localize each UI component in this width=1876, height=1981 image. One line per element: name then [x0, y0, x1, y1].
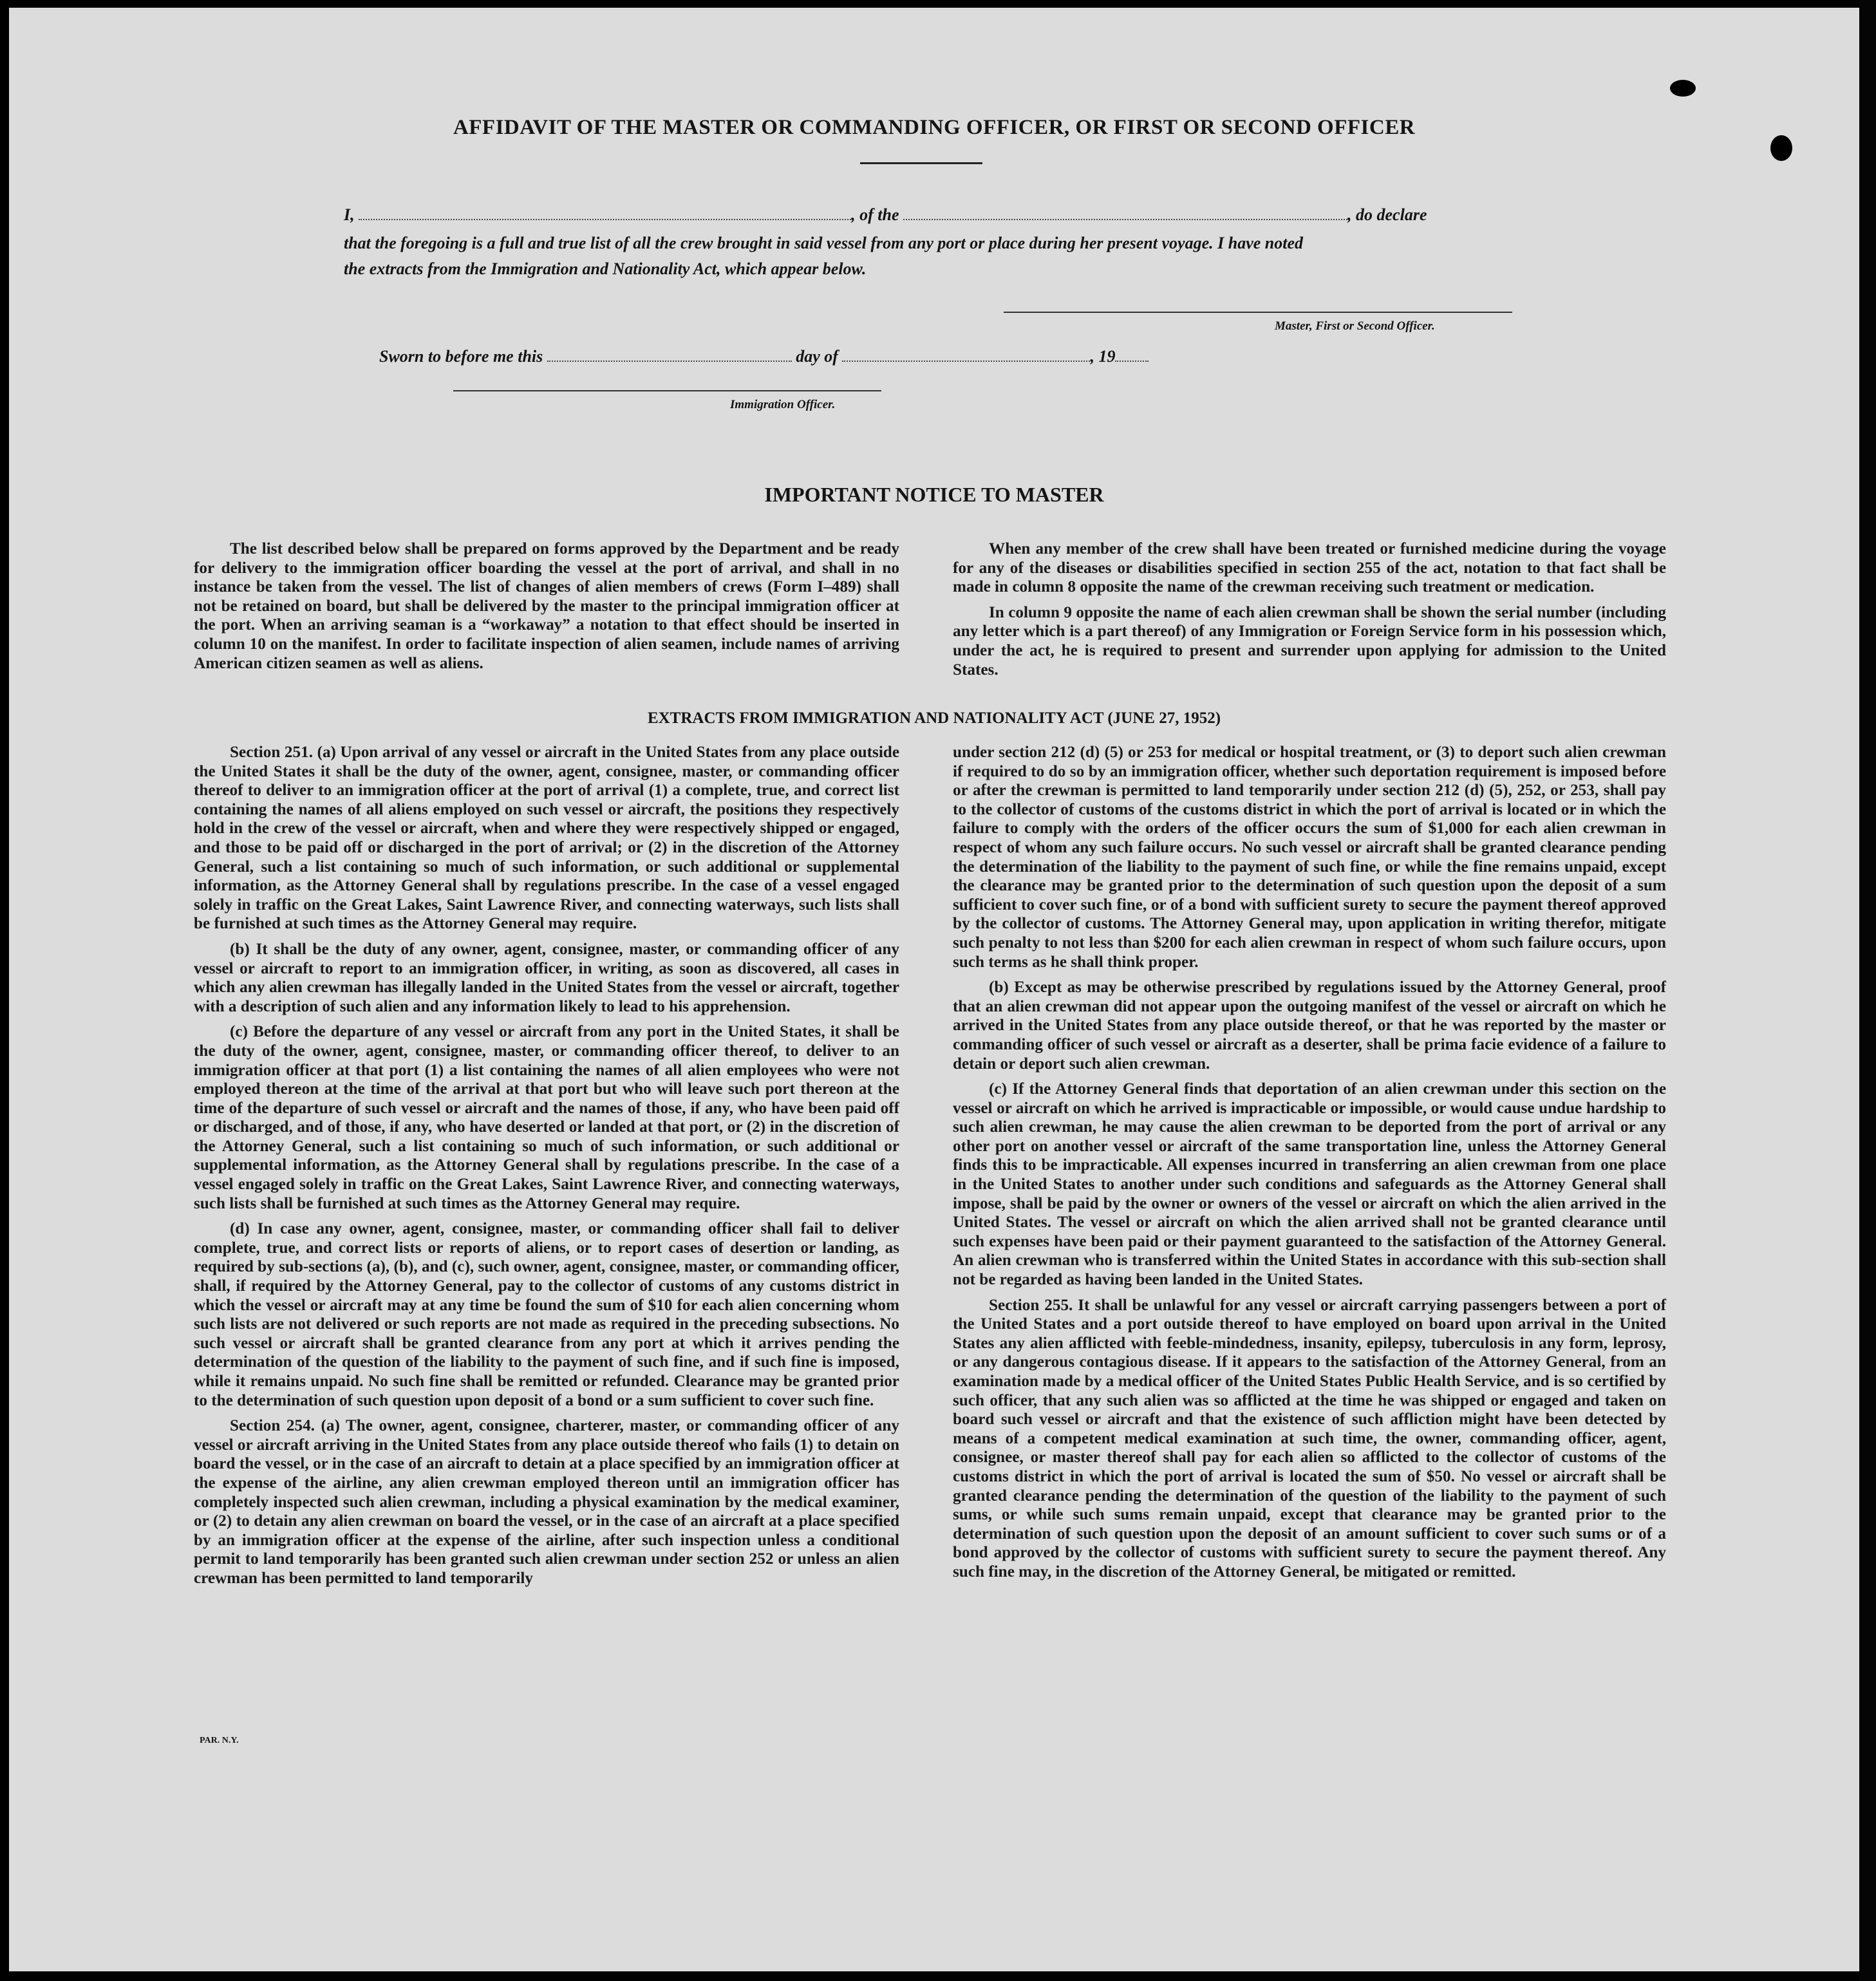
sworn-day-field[interactable]: [547, 346, 792, 362]
extracts-right-column: [953, 743, 1666, 1588]
section-paragraph: (d) In case any owner, agent, consignee, master, or commanding officer shall fail to deliver complete, true, and correct lists or reports of aliens, or to report cases of desertion or landing, as required by sub-sections (a), (b), and (c), such owner, agent, consignee, master, or commanding officer, shall, if required by the Attorney General, pay to the collector of customs of any customs district in which the vessel or aircraft may at any time be found the sum of $10 for each alien concerning whom such lists are not delivered or such reports are not made as required in the preceding subsections. No such vessel or aircraft shall be granted clearance from any port at which it arrives pending the determination of the question of the liability to the payment of such fine, and if such fine is imposed, while it remains unpaid. No such fine shall be remitted or refunded. Clearance may be granted prior to the determination of such question upon deposit of a bond or a sum sufficient to cover such fine.: [194, 1220, 899, 1409]
name-field[interactable]: [359, 205, 851, 220]
ink-blot: [1670, 80, 1696, 97]
printer-mark: PAR. N.Y.: [200, 1736, 239, 1745]
section-paragraph: (c) Before the departure of any vessel or aircraft from any port in the United States, it shall be the duty of the owner, agent, consignee, master, or commanding officer thereof, to deliver to an immigration officer at that port (1) a list containing the names of all alien employees who were not employed thereon at the time of the arrival at that port but who will leave such port thereon at the time of the departure of such vessel or aircraft and the names of those, if any, who have been paid off or discharged, and of those, if any, who have deserted or landed at that port, or (2) in the discretion of the Attorney General, such a list containing so much of such information, or such additional or supplemental information, as the Attorney General shall by regulations prescribe. In the case of a vessel engaged solely in traffic on the Great Lakes, Saint Lawrence River, and connecting waterways, such lists shall be furnished at such times as the Attorney General may require.: [194, 1023, 899, 1212]
master-signature-line[interactable]: [1004, 312, 1512, 313]
scan-border: [1859, 0, 1876, 1981]
notice-right-column: [953, 540, 1666, 686]
notice-left-column: [194, 540, 899, 679]
officer-signature-caption: Immigration Officer.: [730, 398, 836, 411]
section-paragraph: Section 251. (a) Upon arrival of any vessel or aircraft in the United States from any place outside the United States it shall be the duty of the owner, agent, consignee, master, or commanding officer thereof to deliver to an immigration officer at the port of arrival (1) a complete, true, and correct list containing the names of all aliens employed on such vessel or aircraft, the positions they respectively hold in the crew of the vessel or aircraft, when and where they were respectively shipped or engaged, and those to be paid off or discharged in the port of arrival; or (2) in the discretion of the Attorney General, such a list containing so much of such information, or such additional or supplemental information, as the Attorney General shall by regulations prescribe. In the case of a vessel engaged solely in traffic on the Great Lakes, Saint Lawrence River, and connecting waterways, such lists shall be furnished at such times as the Attorney General may require.: [194, 744, 899, 933]
section-paragraph: (b) Except as may be otherwise prescribed by regulations issued by the Attorney General, proof that an alien crewman did not appear upon the outgoing manifest of the vessel or aircraft on which he arrived in the United States from any place outside thereof, or that he was reported by the master or commanding officer of such vessel or aircraft as a deserter, shall be prima facie evidence of a failure to detain or deport such alien crewman.: [953, 979, 1666, 1073]
section-paragraph: (c) If the Attorney General finds that deportation of an alien crewman under this section on the vessel or aircraft on which he arrived is impracticable or impossible, or would cause undue hardship to such alien crewman, he may cause the alien crewman to be deported from the port of arrival or any other port on another vessel or aircraft of the same transportation line, unless the Attorney General finds this to be impracticable. All expenses incurred in transferring an alien crewman from one place in the United States to another under such conditions and safeguards as the Attorney General shall impose, shall be paid by the owner or owners of the vessel or aircraft on which the alien arrived in the United States. The vessel or aircraft on which the alien arrived shall not be granted clearance until such expenses have been paid or their payment guaranteed to the satisfaction of the Attorney General. An alien crewman who is transferred within the United States in accordance with this sub-section shall not be regarded as having been landed in the United States.: [953, 1080, 1666, 1289]
year-label: , 19: [1090, 347, 1116, 366]
of-the-label: , of the: [851, 205, 899, 224]
section-paragraph: Section 254. (a) The owner, agent, consignee, charterer, master, or commanding officer of any vessel or aircraft arriving in the United States from any place outside thereof who fails (1) to detain on board the vessel, or in the case of an aircraft to detain at a place specified by an immigration officer at the expense of the airline, any alien crewman employed thereon until an immigration officer has completely inspected such alien crewman, including a physical examination by the medical examiner, or (2) to detain any alien crewman on board the vessel, or in the case of an aircraft at a place specified by an immigration officer at the expense of the airline, after such inspection unless a conditional permit to land temporarily has been granted such alien crewman under section 252 or unless an alien crewman has been permitted to land temporarily: [194, 1417, 899, 1587]
declaration-line-2: that the foregoing is a full and true list of all the crew brought in said vessel from any port or place during her present voyage. I have noted: [344, 234, 1304, 252]
i-label: I,: [344, 205, 355, 224]
notice-paragraph: When any member of the crew shall have been treated or furnished medicine during the voyage for any of the diseases or disabilities specified in section 255 of the act, notation to that fact shall be made in column 8 opposite the name of the crewman receiving such treatment or medication.: [953, 540, 1666, 596]
section-paragraph: Section 255. It shall be unlawful for any vessel or aircraft carrying passengers between a port of the United States and a port outside thereof to have employed on board upon arrival in the United States any alien afflicted with feeble-mindedness, insanity, epilepsy, tuberculosis in any form, leprosy, or any dangerous contagious disease. If it appears to the satisfaction of the Attorney General, from an examination made by a medical officer of the United States Public Health Service, and is so certified by such officer, that any such alien was so afflicted at the time he was shipped or engaged and taken on board such vessel or aircraft and that the existence of such affliction might have been detected by means of a competent medical examination at such time, the owner, commanding officer, agent, consignee, or master thereof shall pay for each alien so afflicted to the collector of customs of the customs district in which the port of arrival is located the sum of $50. No vessel or aircraft shall be granted clearance pending the determination of the question of the liability to the payment of such sums, or while such sums remain unpaid, except that clearance may be granted prior to the determination of such question upon the deposit of an amount sufficient to cover such sums or of a bond approved by the collector of customs with sufficient surety to secure the payment thereof. Any such fine may, in the discretion of the Attorney General, be mitigated or remitted.: [953, 1296, 1666, 1581]
section-paragraph: (b) It shall be the duty of any owner, agent, consignee, master, or commanding officer of any vessel or aircraft to report to an immigration officer, in writing, as soon as discovered, all cases in which any alien crewman has illegally landed in the United States from the vessel or aircraft, together with a description of such alien and any information likely to lead to his apprehension.: [194, 940, 899, 1015]
officer-signature-line[interactable]: [453, 390, 881, 391]
declaration-line-3: the extracts from the Immigration and Nationality Act, which appear below.: [344, 259, 867, 278]
section-paragraph: under section 212 (d) (5) or 253 for medical or hospital treatment, or (3) to deport such alien crewman if required to do so by an immigration officer, whether such deportation requirement is imposed before or after the crewman is permitted to land temporarily under section 212 (d) (5), 252, or 253, shall pay to the collector of customs of the customs district in which the port of arrival is located or in which the failure to comply with the orders of the officer occurs the sum of $1,000 for each alien crewman in respect of whom any such failure occurs. No such vessel or aircraft shall be granted clearance pending the determination of the liability to the payment of such fine, or while the fine remains unpaid, except the clearance may be granted prior to the determination of such question upon the deposit of a sum sufficient to cover such fine, or of a bond with sufficient surety to secure the payment thereof approved by the collector of customs. The Attorney General may, upon application in writing therefor, mitigate such penalty to not less than $200 for each alien crewman in respect of whom such failure occurs, upon such terms as he shall think proper.: [953, 744, 1666, 971]
notice-paragraph: In column 9 opposite the name of each alien crewman shall be shown the serial number (including any letter which is a part thereof) of any Immigration or Foreign Service form in his possession which, under the act, he is required to present and surrender upon applying for admission to the United States.: [953, 603, 1666, 679]
do-declare-label: , do declare: [1347, 205, 1427, 224]
document-page: [9, 8, 1859, 1971]
sworn-year-field[interactable]: [1115, 346, 1149, 362]
notice-paragraph: The list described below shall be prepared on forms approved by the Department and be ready for delivery to the immigration officer boarding the vessel at the port of arrival, and shall in no instance be taken from the vessel. The list of changes of alien members of crews (Form I–489) shall not be retained on board, but shall be delivered by the master to the principal immigration officer at the port. When an arriving seaman is a “workaway” a notation to that effect should be inserted in column 10 on the manifest. In order to facilitate inspection of alien seamen, include names of arriving American citizen seamen as well as aliens.: [194, 540, 899, 672]
master-signature-caption: Master, First or Second Officer.: [1275, 319, 1435, 333]
notice-title: IMPORTANT NOTICE TO MASTER: [764, 483, 1104, 506]
vessel-field[interactable]: [903, 205, 1347, 220]
sworn-month-field[interactable]: [842, 346, 1090, 362]
title-underline: [860, 162, 982, 164]
extracts-title: EXTRACTS FROM IMMIGRATION AND NATIONALITY ACT (JUNE 27, 1952): [647, 709, 1221, 727]
sworn-line: [379, 344, 1551, 370]
day-of-label: day of: [796, 347, 838, 366]
affidavit-title: AFFIDAVIT OF THE MASTER OR COMMANDING OFFICER, OR FIRST OR SECOND OFFICER: [453, 116, 1416, 139]
declaration-line-1: [344, 202, 1515, 228]
extracts-left-column: [194, 743, 899, 1595]
sworn-label: Sworn to before me this: [379, 347, 543, 366]
